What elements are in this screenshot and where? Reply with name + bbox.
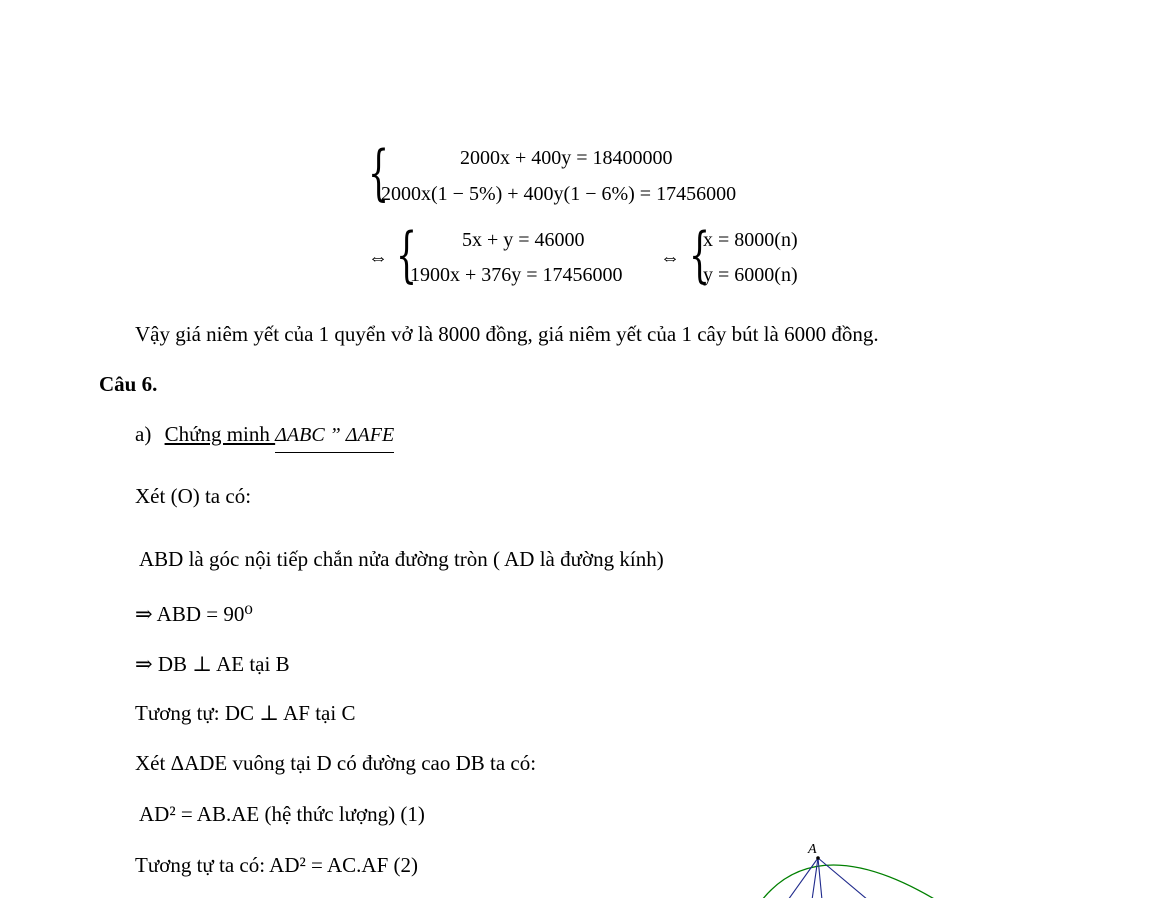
proof-line-1: Xét (O) ta có:	[135, 484, 252, 508]
system1-eq2: 2000x(1 − 5%) + 400y(1 − 6%) = 17456000	[381, 183, 737, 205]
solution-brace: {	[689, 220, 711, 290]
circle-arc	[762, 865, 936, 898]
segment-2	[812, 858, 818, 898]
geometry-figure	[740, 838, 980, 898]
iff-symbol-2: ⇔	[660, 247, 680, 269]
segment-4	[818, 858, 868, 898]
system2-eq2: 1900x + 376y = 17456000	[410, 264, 623, 286]
conclusion-text: Vậy giá niêm yết của 1 quyển vở là 8000 đồng, giá niêm yết của 1 cây bút là 6000 đồng.	[135, 322, 879, 346]
part-a-math: ΔABC ” ΔAFE	[275, 424, 394, 453]
proof-line-4: ⇒ DB ⊥ AE tại B	[135, 652, 290, 676]
system1-eq1: 2000x + 400y = 18400000	[460, 147, 673, 169]
proof-line-5: Tương tự: DC ⊥ AF tại C	[135, 701, 356, 725]
part-a-prefix: a)	[135, 422, 152, 446]
question-title: Câu 6.	[99, 372, 158, 396]
proof-line-8: Tương tự ta có: AD² = AC.AF (2)	[135, 853, 418, 877]
proof-line-3: ⇒ ABD = 90⁰	[135, 602, 253, 626]
system2-brace: {	[396, 220, 418, 290]
proof-line-2: ABD là góc nội tiếp chắn nửa đường tròn ( AD là đường kính)	[139, 547, 664, 571]
system1-brace: {	[368, 138, 390, 208]
solution-x: x = 8000(n)	[703, 229, 798, 251]
part-a-heading	[135, 424, 394, 445]
part-a-underlined: Chứng minh	[164, 422, 276, 446]
segment-3	[818, 858, 822, 898]
vertex-a-label: A	[808, 842, 817, 857]
iff-symbol-1: ⇔	[368, 247, 388, 269]
vertex-a-point	[816, 856, 820, 860]
proof-line-6: Xét ΔADE vuông tại D có đường cao DB ta có:	[135, 751, 537, 775]
system2-eq1: 5x + y = 46000	[462, 229, 585, 251]
proof-line-7: AD² = AB.AE (hệ thức lượng) (1)	[139, 802, 425, 826]
solution-y: y = 6000(n)	[703, 264, 798, 286]
